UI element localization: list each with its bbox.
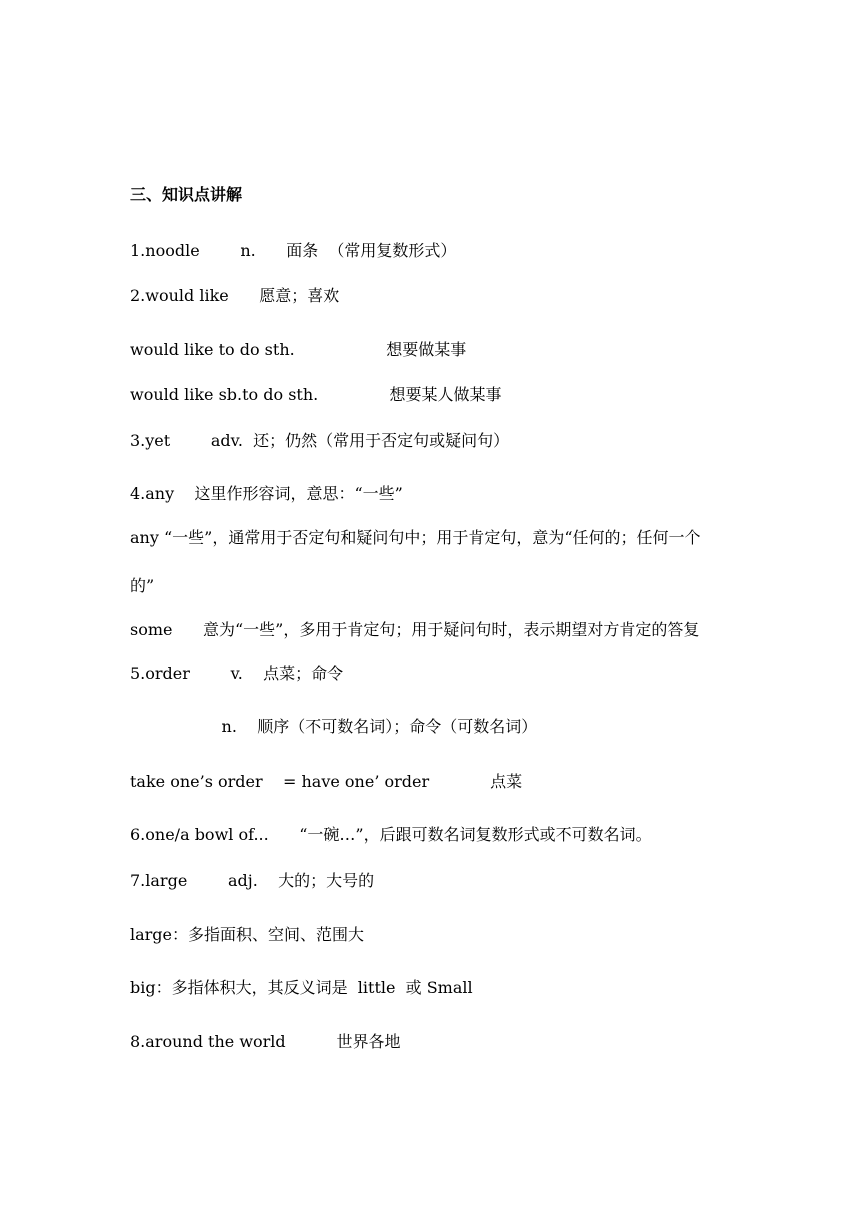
item-noodle: 1.noodle n. 面条 （常用复数形式） — [130, 241, 457, 260]
item-would-like-sb: would like sb.to do sth. 想要某人做某事 — [130, 385, 502, 404]
item-big-usage: big：多指体积大，其反义词是 little 或 Small — [130, 978, 473, 997]
item-would-like: 2.would like 愿意；喜欢 — [130, 286, 340, 305]
section-heading: 三、知识点讲解 — [130, 185, 243, 204]
item-large: 7.large adj. 大的；大号的 — [130, 871, 375, 890]
item-large-usage: large：多指面积、空间、范围大 — [130, 925, 365, 944]
item-any: 4.any 这里作形容词，意思：“一些” — [130, 484, 403, 503]
item-around-the-world: 8.around the world 世界各地 — [130, 1032, 401, 1051]
item-take-order: take one’s order = have one’ order 点菜 — [130, 772, 523, 791]
item-would-like-to-do: would like to do sth. 想要做某事 — [130, 340, 467, 359]
item-order-noun: n. 顺序（不可数名词）；命令（可数名词） — [130, 717, 538, 736]
item-any-usage: any “一些”，通常用于否定句和疑问句中；用于肯定句，意为“任何的；任何一个 — [130, 528, 701, 547]
item-any-usage-cont: 的” — [130, 576, 155, 595]
item-order-verb: 5.order v. 点菜；命令 — [130, 664, 344, 683]
item-some: some 意为“一些”，多用于肯定句；用于疑问句时，表示期望对方肯定的答复 — [130, 620, 700, 639]
item-bowl-of: 6.one/a bowl of... “一碗…”，后跟可数名词复数形式或不可数名词。 — [130, 825, 652, 844]
item-yet: 3.yet adv. 还；仍然（常用于否定句或疑问句） — [130, 431, 510, 450]
